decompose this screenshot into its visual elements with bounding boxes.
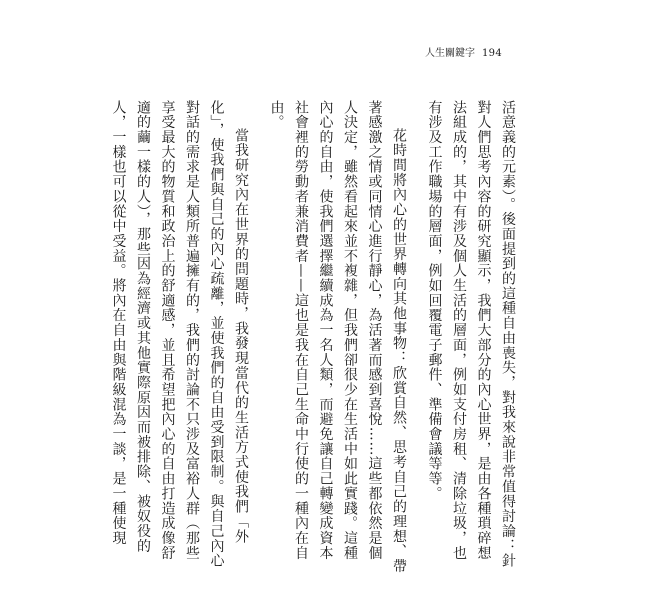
- paragraph-2: 花時間將內心的世界轉向其他事物：欣賞自然、思考自己的理想、帶著感激之情或同情心進行靜心，為活著而感到喜悅……這些都依然是個人決定，雖然看起來並不複雜，但我們卻很少在生活中如此實踐。這種內心的自由，使我們選擇繼續成為一名人類，而避免讓自己轉變成資本社會裡的勞動者兼消費者——這也是我在自己生命中行使的一種內在自由。: [268, 100, 407, 574]
- running-head: [400, 47, 600, 61]
- vertical-body-text: [110, 100, 520, 575]
- book-title: 人生關鍵字: [425, 48, 475, 59]
- paragraph-3: 當我研究內在世界的問題時，我發現當代的生活方式使我們「外化」，使我們與自己的內心疏離，並使我們的自由受到限制。與自己內心對話的需求是人類所普遍擁有的，我們的討論不只涉及富裕人群（那些享受最大的物質和政治上的舒適感，並且希望把內心的自由打造成像舒適的繭一樣的人），那些因為經濟或其他實際原因而被排除、被奴役的人，一樣也可以從中受益。將內在自由與階級混為一談，是一種使現: [110, 100, 249, 569]
- page-number: 194: [482, 48, 502, 59]
- paragraph-1: 活意義的元素）。後面提到的這種自由喪失，對我來說非常值得討論：針對人們思考內容的研究顯示，我們大部分的內心世界，是由各種瑣碎想法組成的，其中有涉及個人生活的層面，例如支付房租、清除垃圾，也有涉及工作職場的層面，例如回覆電子郵件、準備會議等等。: [426, 100, 516, 569]
